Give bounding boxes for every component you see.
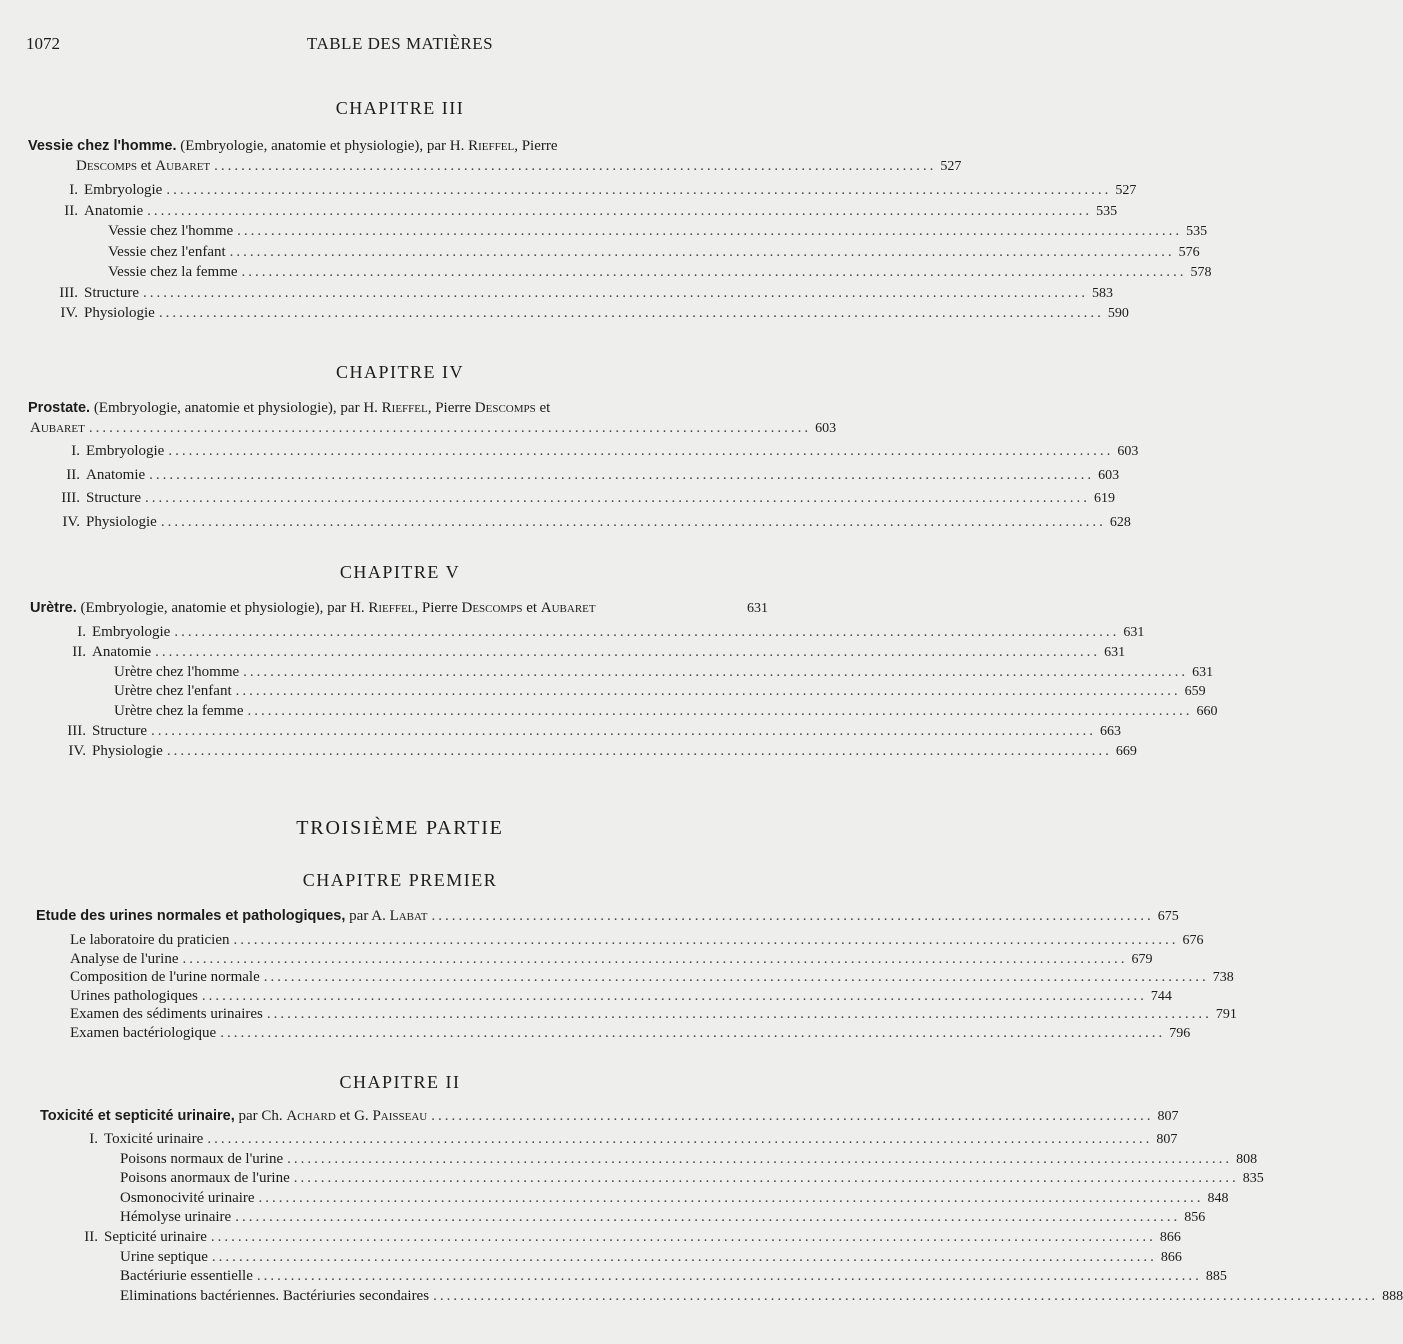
- section-label: Urètre chez la femme: [114, 703, 244, 720]
- dot-leader: ............................................................................................................................................: [229, 243, 1175, 260]
- section-number: I.: [89, 1131, 98, 1147]
- toc-item: [120, 1207, 1206, 1227]
- page-ref: 535: [1186, 224, 1208, 239]
- chapter-5-title: CHAPITRE V: [339, 562, 461, 582]
- section-label: Physiologie: [92, 742, 163, 759]
- toc-item-title: [54, 1129, 203, 1149]
- section-label: Urines pathologiques: [70, 987, 198, 1004]
- section-number: III.: [67, 723, 86, 739]
- page-ref: 738: [1212, 970, 1234, 986]
- entry-text: (Embryologie, anatomie et physiologie), par H.: [76, 600, 369, 616]
- entry-text: par A.: [345, 908, 390, 924]
- dot-leader: ...........................................................................................................: [431, 908, 1154, 924]
- author-name: Labat: [389, 908, 428, 924]
- toc-item-title: [108, 262, 238, 282]
- section-label: Structure: [86, 490, 141, 506]
- toc-item-title: [120, 1207, 231, 1227]
- dot-leader: ............................................................................................................................................: [166, 742, 1112, 759]
- dot-leader: ............................................................................................................................................: [237, 223, 1183, 239]
- toc-item: [120, 1247, 1182, 1267]
- toc-item-title: [70, 1004, 263, 1024]
- page-ref: 603: [1117, 444, 1139, 459]
- author-name: Rieffel: [368, 600, 415, 616]
- page-ref: 866: [1160, 1249, 1182, 1265]
- page-ref: 527: [1115, 183, 1137, 198]
- page-ref: 807: [1156, 1132, 1178, 1147]
- entry-text: et G.: [335, 1108, 373, 1124]
- section-label: Embryologie: [84, 182, 163, 198]
- page-ref: 848: [1207, 1190, 1229, 1206]
- toc-item: [70, 1004, 1237, 1024]
- page-ref: 660: [1196, 704, 1218, 720]
- dot-leader: ............................................................................................................................................: [211, 1248, 1157, 1265]
- section-label: Vessie chez la femme: [108, 264, 238, 280]
- toc-item: [70, 967, 1234, 987]
- part-3-title: TROISIÈME PARTIE: [296, 817, 504, 839]
- toc-item-title: [114, 681, 232, 701]
- section-label: Le laboratoire du praticien: [70, 932, 230, 948]
- toc-item: [42, 512, 1131, 532]
- dot-leader: ............................................................................................................................................: [168, 443, 1114, 459]
- page-ref: 583: [1091, 285, 1113, 301]
- entry-title: [36, 906, 427, 926]
- section-label: Poisons anormaux de l'urine: [120, 1170, 290, 1187]
- chapter-4-entry-line1: [28, 398, 550, 418]
- author-name: Descomps: [461, 600, 523, 616]
- section-number: IV.: [62, 513, 80, 530]
- section-label: Urètre chez l'enfant: [114, 683, 232, 700]
- toc-item: [120, 1149, 1258, 1169]
- section-number: II.: [64, 202, 78, 219]
- page-ref: 631: [1104, 644, 1126, 660]
- toc-item-title: [120, 1247, 208, 1267]
- dot-leader: ............................................................................................................................................: [266, 1006, 1212, 1023]
- toc-item: [120, 1286, 1403, 1306]
- toc-item-title: [120, 1168, 290, 1188]
- toc-item-title: [120, 1286, 429, 1306]
- section-label: Vessie chez l'enfant: [108, 243, 226, 260]
- toc-item-title: [40, 303, 155, 323]
- entry-title: [40, 1106, 427, 1126]
- page-ref: 679: [1131, 951, 1153, 967]
- page-ref: 576: [1178, 244, 1200, 260]
- dot-leader: ............................................................................................................................................: [433, 1287, 1379, 1304]
- chapter-4-subject: Prostate.: [28, 400, 91, 416]
- page-ref: 631: [1123, 625, 1145, 640]
- author-name: Rieffel: [468, 138, 515, 154]
- toc-item: [108, 262, 1212, 282]
- entry-title: [30, 598, 596, 618]
- toc-item: [120, 1168, 1264, 1188]
- section-label: Eliminations bactériennes. Bactériuries secondaires: [120, 1287, 430, 1304]
- page-ref: 628: [1109, 514, 1131, 530]
- toc-item-title: [40, 283, 139, 303]
- page-ref: 590: [1107, 306, 1129, 321]
- toc-item: [120, 1266, 1227, 1286]
- page-ref: 744: [1150, 988, 1172, 1004]
- toc-item: [108, 221, 1208, 241]
- entry-text: et: [136, 158, 156, 174]
- page-ref: 669: [1115, 743, 1137, 759]
- section-number: II.: [66, 466, 80, 483]
- author-name: Paisseau: [372, 1108, 428, 1124]
- section-label: Urètre chez l'homme: [114, 663, 240, 680]
- author-name: Aubaret: [155, 158, 211, 174]
- section-label: Composition de l'urine normale: [70, 969, 260, 986]
- chapter-5-subject: Urètre.: [30, 600, 77, 616]
- toc-item-title: [70, 967, 260, 987]
- section-label: Analyse de l'urine: [70, 950, 179, 967]
- dot-leader: ............................................................................................................................................: [147, 202, 1093, 219]
- page-ref: 676: [1182, 933, 1204, 948]
- dot-leader: ............................................................................................................................................: [158, 305, 1104, 321]
- section-number: II.: [72, 643, 86, 660]
- toc-item: [40, 201, 1118, 221]
- chapter-3-entry-line2: [76, 156, 962, 176]
- section-label: Vessie chez l'homme: [108, 223, 234, 239]
- section-label: Poisons normaux de l'urine: [120, 1150, 284, 1167]
- section-number: II.: [84, 1229, 98, 1245]
- section-label: Anatomie: [84, 202, 144, 219]
- page-ref: 796: [1169, 1026, 1191, 1041]
- dot-leader: ............................................................................................................................................: [235, 1209, 1181, 1226]
- toc-item: [54, 1227, 1181, 1247]
- chapter-2-entry: [40, 1106, 1179, 1126]
- toc-item-title: [114, 662, 239, 682]
- dot-leader: ............................................................................................................................................: [201, 987, 1147, 1004]
- page-ref: 578: [1190, 265, 1212, 280]
- section-label: Embryologie: [86, 443, 165, 459]
- section-label: Anatomie: [86, 466, 146, 483]
- toc-item: [40, 303, 1129, 323]
- chapter-1-entry: [36, 906, 1179, 926]
- section-label: Physiologie: [84, 305, 155, 321]
- page-ref: 631: [747, 601, 768, 616]
- page-ref: 791: [1215, 1007, 1237, 1023]
- entry-authors: [76, 156, 210, 176]
- section-label: Examen des sédiments urinaires: [70, 1006, 263, 1023]
- toc-item-title: [42, 741, 163, 761]
- section-number: I.: [71, 443, 80, 459]
- page-number: 1072: [26, 34, 60, 53]
- section-number: III.: [61, 490, 80, 506]
- toc-item-title: [42, 465, 145, 485]
- page-ref: 807: [1157, 1109, 1179, 1124]
- chapter-1-subject: Etude des urines normales et pathologiques,: [36, 908, 346, 924]
- toc-item-title: [120, 1266, 253, 1286]
- section-label: Examen bactériologique: [70, 1025, 217, 1041]
- page-ref: 603: [1098, 467, 1120, 483]
- toc-item-title: [70, 1023, 216, 1043]
- section-label: Toxicité urinaire: [104, 1131, 204, 1147]
- toc-item: [54, 1129, 1178, 1149]
- dot-leader: ............................................................................................................................................: [233, 932, 1179, 948]
- toc-item: [114, 701, 1218, 721]
- section-number: IV.: [60, 305, 78, 321]
- toc-item: [42, 465, 1120, 485]
- toc-item: [108, 242, 1200, 262]
- dot-leader: ............................................................................................................................................: [207, 1131, 1153, 1147]
- author-name: Descomps: [76, 158, 137, 174]
- toc-item: [70, 949, 1153, 969]
- dot-leader: ............................................................................................................................................: [263, 969, 1209, 986]
- chapter-1-title: CHAPITRE PREMIER: [302, 870, 498, 890]
- section-label: Physiologie: [86, 513, 157, 530]
- section-label: Anatomie: [92, 643, 152, 660]
- page-ref: 808: [1236, 1151, 1258, 1167]
- toc-item-title: [70, 986, 198, 1006]
- page-ref: 866: [1159, 1230, 1181, 1245]
- toc-item: [42, 741, 1137, 761]
- section-label: Urine septique: [120, 1248, 208, 1265]
- page-ref: 663: [1099, 724, 1121, 739]
- section-number: III.: [59, 284, 78, 301]
- dot-leader: ............................................................................................................................................: [150, 723, 1096, 739]
- author-name: Rieffel: [381, 400, 428, 416]
- toc-item: [40, 283, 1113, 303]
- section-label: Structure: [92, 723, 147, 739]
- chapter-5-entry: [30, 598, 768, 618]
- toc-item-title: [42, 512, 157, 532]
- toc-item: [120, 1188, 1229, 1208]
- dot-leader: ............................................................................................................................................: [149, 466, 1095, 483]
- page-ref: 856: [1184, 1210, 1206, 1226]
- author-name: Aubaret: [540, 600, 596, 616]
- dot-leader: ............................................................................................................................................: [243, 663, 1189, 680]
- section-label: Bactériurie essentielle: [120, 1268, 253, 1285]
- section-label: Hémolyse urinaire: [120, 1209, 232, 1226]
- toc-item: [114, 681, 1206, 701]
- toc-item: [42, 721, 1121, 741]
- toc-item-title: [42, 441, 164, 461]
- entry-text: (Embryologie, anatomie et physiologie), par H.: [90, 400, 382, 416]
- dot-leader: ............................................................................................................................................: [182, 950, 1128, 967]
- section-label: Osmonocivité urinaire: [120, 1189, 255, 1206]
- page-ref: 675: [1157, 909, 1179, 924]
- toc-item: [42, 488, 1115, 508]
- chapter-3-entry-line1: [28, 136, 558, 156]
- dot-leader: ............................................................................................................................................: [287, 1150, 1233, 1167]
- page-ref: 603: [815, 421, 837, 436]
- chapter-4-title: CHAPITRE IV: [336, 362, 464, 382]
- page-ref: 619: [1093, 491, 1115, 506]
- page-ref: 835: [1242, 1171, 1264, 1187]
- chapter-3-subject: Vessie chez l'homme.: [28, 138, 177, 154]
- author-name: Descomps: [474, 400, 536, 416]
- author-name: Achard: [286, 1108, 336, 1124]
- toc-item-title: [40, 201, 143, 221]
- section-label: Embryologie: [92, 624, 171, 640]
- chapter-4-entry-line2: [30, 418, 837, 438]
- page-ref: 527: [940, 159, 962, 174]
- toc-item-title: [42, 622, 170, 642]
- toc-item-title: [108, 242, 226, 262]
- page-ref: 631: [1192, 664, 1214, 680]
- dot-leader: ............................................................................................................................................: [174, 624, 1120, 640]
- page-ref: 535: [1096, 203, 1118, 219]
- dot-leader: ............................................................................................................................................: [160, 513, 1106, 530]
- toc-item: [42, 622, 1145, 642]
- dot-leader: ...........................................................................................................: [214, 158, 937, 174]
- toc-item-title: [42, 721, 147, 741]
- toc-item-title: [70, 949, 179, 969]
- toc-item: [40, 180, 1137, 200]
- section-label: Structure: [84, 284, 139, 301]
- toc-item-title: [42, 642, 151, 662]
- toc-item: [114, 662, 1214, 682]
- toc-item-title: [42, 488, 141, 508]
- toc-item-title: [114, 701, 244, 721]
- dot-leader: ............................................................................................................................................: [293, 1170, 1239, 1187]
- toc-item: [70, 1023, 1191, 1043]
- toc-item-title: [108, 221, 233, 241]
- dot-leader: ............................................................................................................................................: [247, 703, 1193, 720]
- toc-item-title: [70, 930, 230, 950]
- page-ref: 888: [1382, 1288, 1403, 1304]
- section-number: I.: [69, 182, 78, 198]
- dot-leader: ............................................................................................................................................: [258, 1189, 1204, 1206]
- page-ref: 885: [1205, 1269, 1227, 1285]
- entry-text: par Ch.: [234, 1108, 287, 1124]
- toc-item-title: [54, 1227, 207, 1247]
- entry-text: et: [522, 600, 541, 616]
- dot-leader: ............................................................................................................................................: [241, 264, 1187, 280]
- dot-leader: ............................................................................................................................................: [256, 1268, 1202, 1285]
- dot-leader: ...........................................................................................................: [88, 420, 812, 436]
- section-number: IV.: [68, 742, 86, 759]
- chapter-3-title: CHAPITRE III: [335, 98, 465, 118]
- toc-item: [42, 441, 1139, 461]
- entry-text: , Pierre: [414, 600, 462, 616]
- toc-item-title: [120, 1188, 255, 1208]
- chapter-2-subject: Toxicité et septicité urinaire,: [40, 1108, 235, 1124]
- page-ref: 659: [1184, 684, 1206, 700]
- entry-text: et: [535, 400, 551, 416]
- toc-item: [70, 986, 1172, 1006]
- entry-text: , Pierre: [514, 138, 558, 154]
- chapter-2-title: CHAPITRE II: [339, 1072, 461, 1092]
- toc-item-title: [40, 180, 162, 200]
- section-label: Septicité urinaire: [104, 1229, 207, 1245]
- toc-item-title: [120, 1149, 283, 1169]
- dot-leader: ............................................................................................................................................: [155, 643, 1101, 660]
- dot-leader: ............................................................................................................................................: [235, 683, 1181, 700]
- entry-text: , Pierre: [427, 400, 475, 416]
- toc-item: [70, 930, 1204, 950]
- dot-leader: ............................................................................................................................................: [144, 490, 1090, 506]
- section-number: I.: [77, 624, 86, 640]
- dot-leader: ............................................................................................................................................: [220, 1025, 1166, 1041]
- dot-leader: ............................................................................................................................................: [166, 182, 1112, 198]
- entry-text: (Embryologie, anatomie et physiologie), par H.: [176, 138, 469, 154]
- dot-leader: ............................................................................................................................................: [210, 1229, 1156, 1245]
- running-title: TABLE DES MATIÈRES: [306, 34, 494, 53]
- toc-item: [42, 642, 1126, 662]
- dot-leader: ...........................................................................................................: [431, 1108, 1154, 1124]
- author-name: Aubaret: [30, 420, 85, 436]
- dot-leader: ............................................................................................................................................: [142, 284, 1088, 301]
